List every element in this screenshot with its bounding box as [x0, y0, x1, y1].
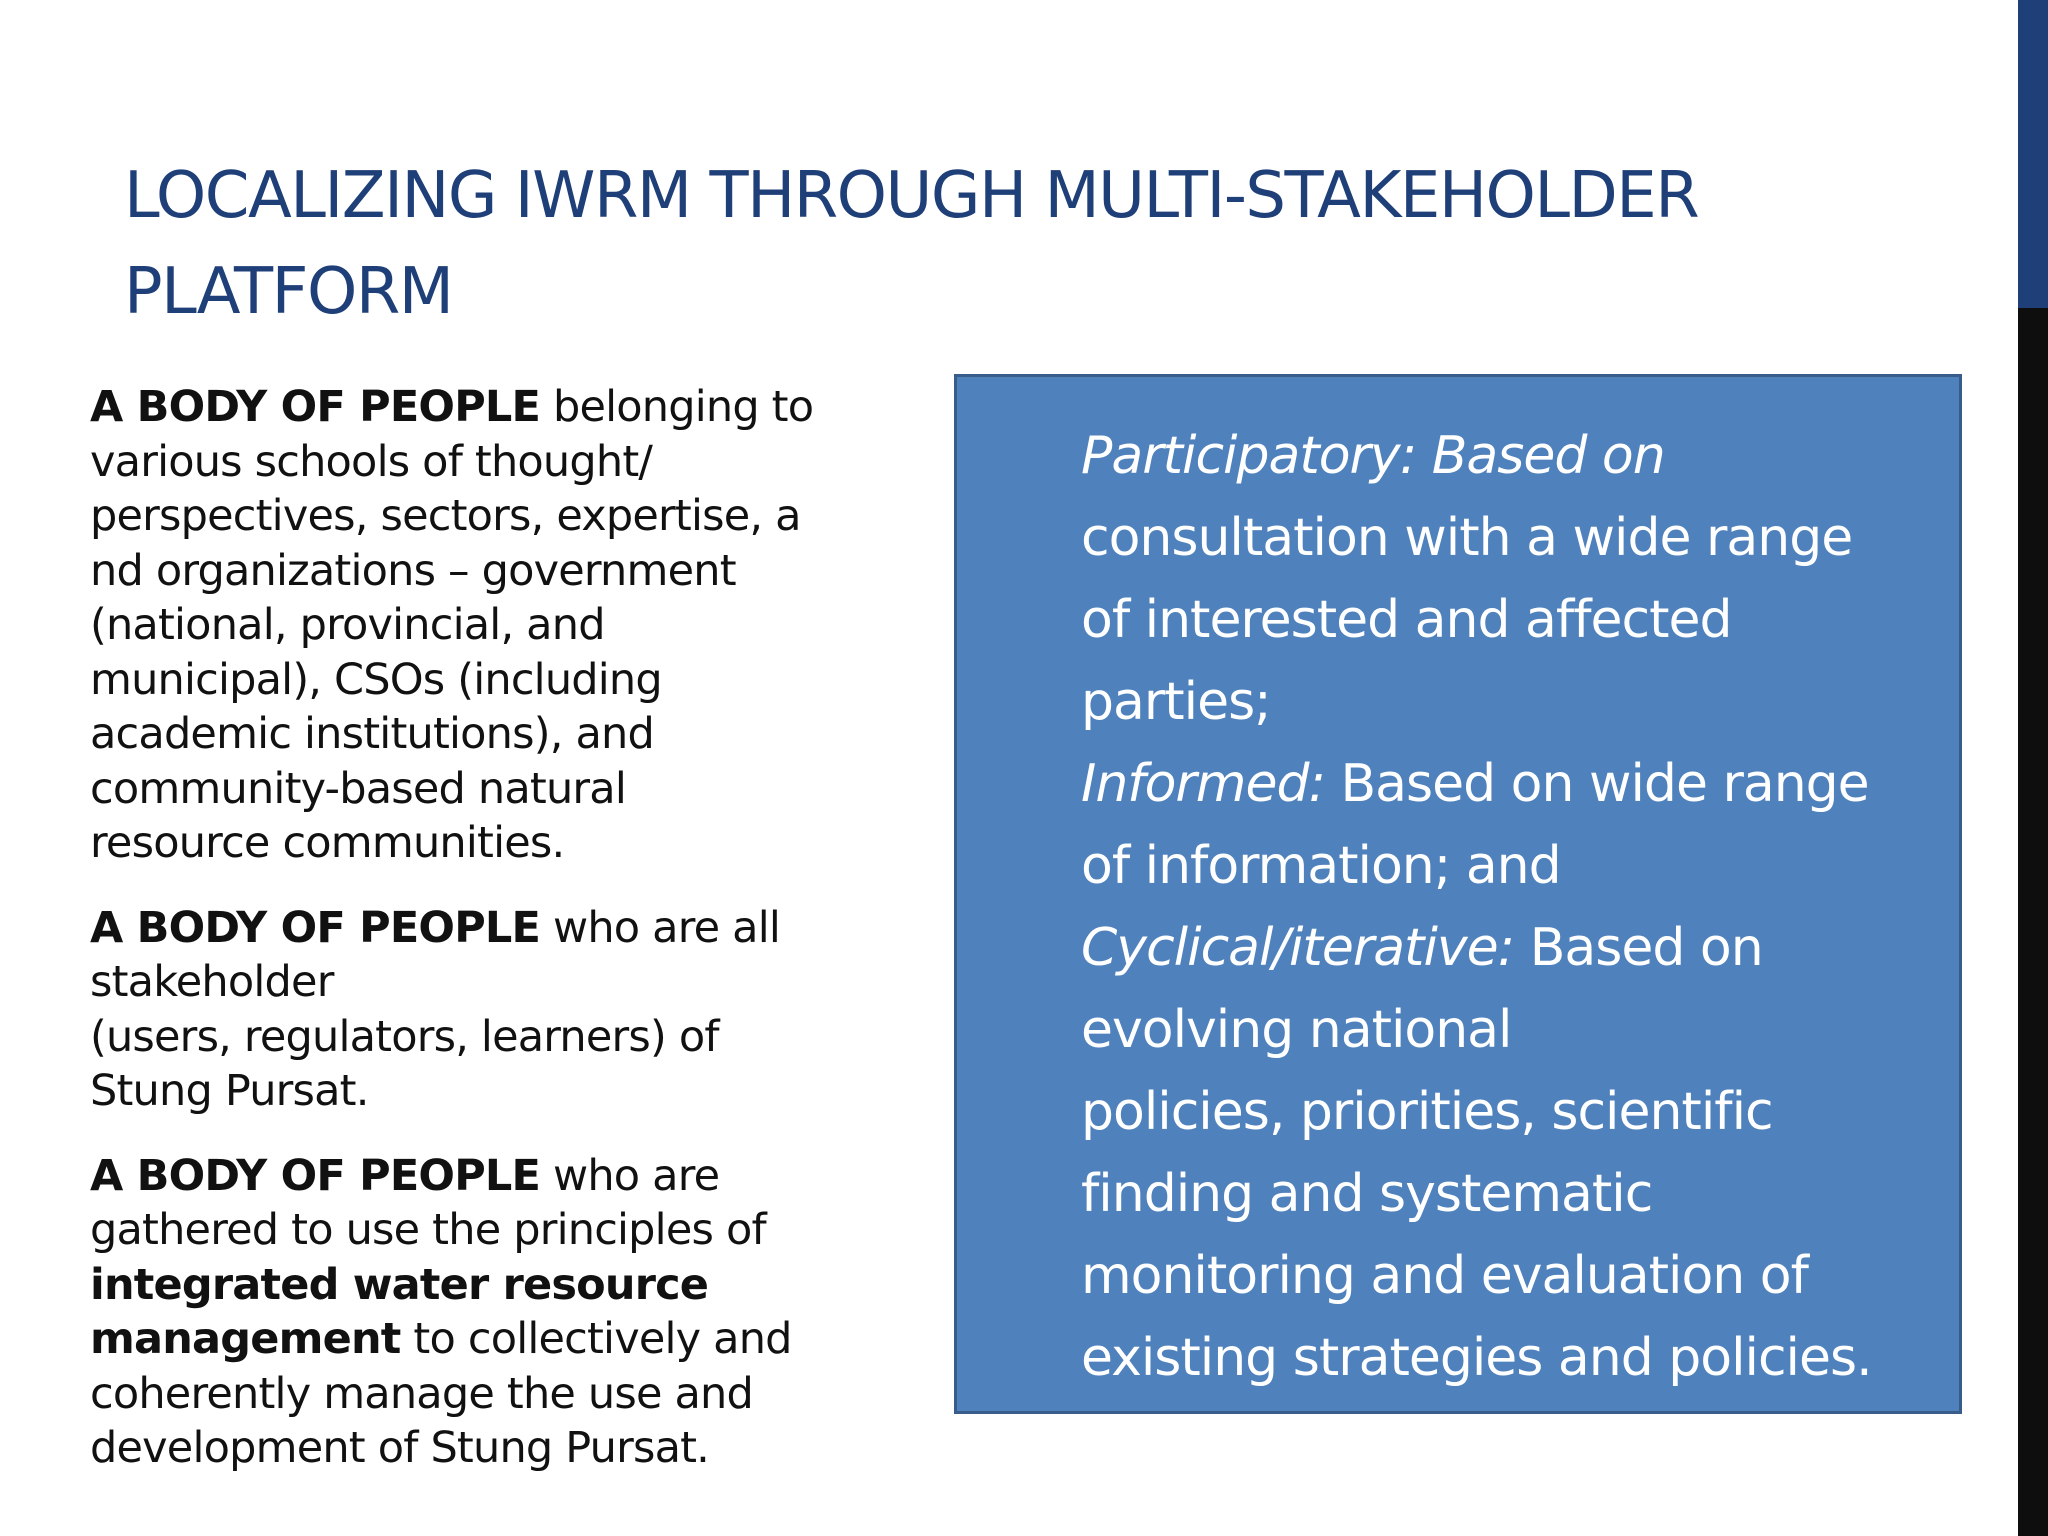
box-line-11: monitoring and evaluation of: [1081, 1246, 1808, 1306]
box-line-5-rest: Based on wide range: [1324, 754, 1869, 814]
accent-bar-bottom: [2018, 308, 2048, 1536]
box-line-2: consultation with a wide range: [1081, 508, 1853, 568]
box-line-4: parties;: [1081, 672, 1271, 732]
p1-line3: perspectives, sectors, expertise, a: [90, 491, 801, 541]
box-line-10: finding and systematic: [1081, 1164, 1653, 1224]
p3-bold-lead: A BODY OF PEOPLE: [90, 1150, 541, 1201]
box-line-3: of interested and affected: [1081, 590, 1732, 650]
p2-bold-lead: A BODY OF PEOPLE: [90, 902, 541, 953]
box-line-7-rest: Based on: [1514, 918, 1763, 978]
p1-bold-lead: A BODY OF PEOPLE: [90, 382, 541, 432]
box-line-1: Participatory: Based on: [1081, 426, 1665, 486]
p2-line2: stakeholder: [90, 957, 334, 1007]
p2-line4: Stung Pursat.: [90, 1066, 369, 1116]
principles-box: [954, 374, 1962, 1414]
box-line-12: existing strategies and policies.: [1081, 1328, 1872, 1388]
p3-line2: gathered to use the principles of: [90, 1205, 766, 1255]
p1-line6: municipal), CSOs (including: [90, 654, 662, 705]
left-text-column: [90, 380, 890, 1506]
p1-line7: academic institutions), and: [90, 709, 654, 759]
p3-line4-rest: to collectively and: [400, 1314, 792, 1364]
slide-title: LOCALIZING IWRM THROUGH MULTI-STAKEHOLDER PLATFORM: [124, 159, 1699, 329]
box-line-7-italic: Cyclical/iterative:: [1081, 918, 1515, 978]
paragraph-1: [90, 380, 890, 871]
p3-line6: development of Stung Pursat.: [90, 1423, 710, 1473]
p3-line5: coherently manage the use and: [90, 1368, 753, 1419]
p1-line4: nd organizations – government: [90, 545, 736, 596]
p1-line1-rest: belonging to: [540, 382, 814, 432]
box-line-5-italic: Informed:: [1081, 754, 1325, 814]
paragraph-2: [90, 901, 890, 1119]
box-line-6: of information; and: [1081, 836, 1561, 896]
box-line-8: evolving national: [1081, 1000, 1512, 1060]
principles-text: [1081, 415, 1951, 1399]
accent-bar-top: [2018, 0, 2048, 308]
p1-line5: (national, provincial, and: [90, 600, 605, 650]
p1-line2: various schools of thought/: [90, 436, 653, 487]
paragraph-3: [90, 1149, 890, 1476]
p3-line1-rest: who are: [540, 1150, 720, 1201]
box-line-9: policies, priorities, scientific: [1081, 1082, 1773, 1142]
p3-line4-bold: management: [90, 1314, 401, 1364]
p2-line1-rest: who are all: [540, 902, 781, 953]
p1-line9: resource communities.: [90, 818, 565, 868]
p1-line8: community-based natural: [90, 763, 627, 814]
p2-line3: (users, regulators, learners) of: [90, 1011, 719, 1062]
p3-line3-bold: integrated water resource: [90, 1259, 709, 1310]
